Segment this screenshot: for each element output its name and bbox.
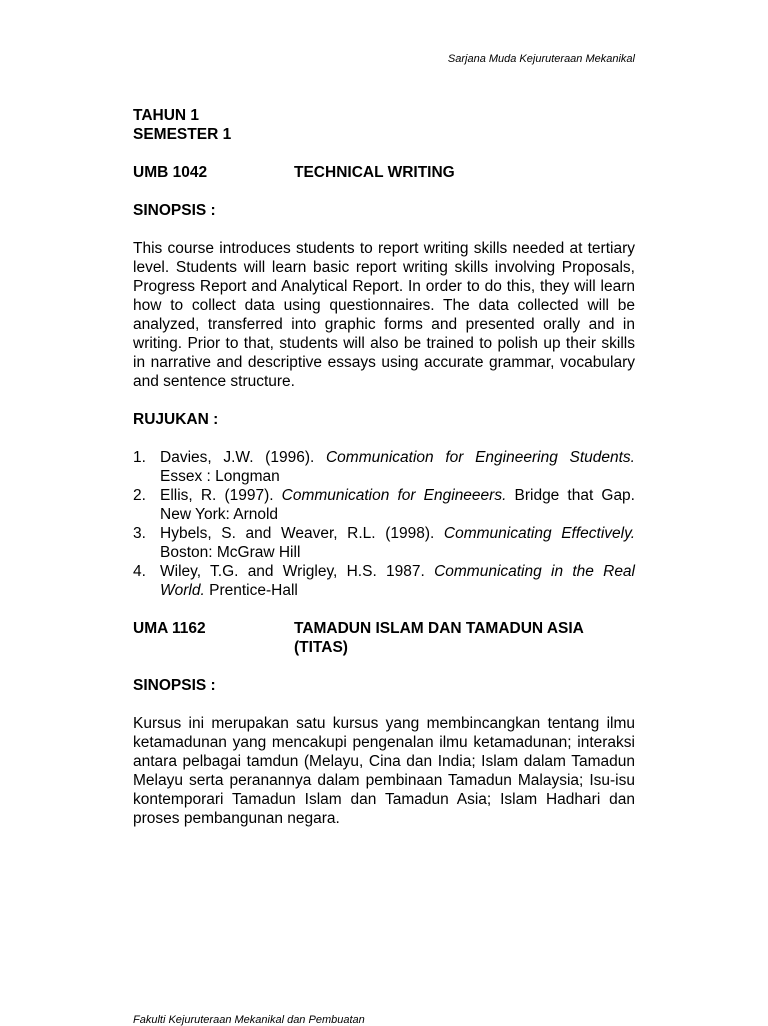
- running-header: Sarjana Muda Kejuruteraan Mekanikal: [447, 53, 635, 65]
- reference-author: Hybels, S. and Weaver, R.L. (1998).: [160, 525, 444, 542]
- year-label: TAHUN 1: [133, 107, 200, 124]
- reference-publisher: Prentice-Hall: [204, 582, 298, 599]
- reference-book-title: Communicating Effectively.: [443, 525, 635, 542]
- reference-text: [160, 562, 635, 600]
- reference-item: [133, 562, 635, 600]
- reference-number: 2.: [133, 487, 146, 504]
- reference-item: [133, 524, 635, 562]
- reference-item: [133, 448, 635, 486]
- reference-text: [160, 448, 635, 486]
- reference-text: [160, 486, 635, 524]
- course-title: TAMADUN ISLAM DAN TAMADUN ASIA (TITAS): [294, 620, 584, 656]
- references-heading: RUJUKAN :: [133, 411, 219, 428]
- reference-list: [133, 448, 635, 600]
- reference-author: Davies, J.W. (1996).: [160, 449, 326, 466]
- synopsis-text: This course introduces students to report writing skills needed at tertiary level. Students will learn basic report writing skills involving Proposals, Progress Report and Analytical Report. In order to do this, they will learn how to collect data using questionnaires. The data collected will be analyzed, transferred into graphic forms and presented orally and in writing. Prior to that, students will also be trained to polish up their skills in narrative and descriptive essays using accurate grammar, vocabulary and sentence structure.: [133, 240, 635, 390]
- reference-author: Wiley, T.G. and Wrigley, H.S. 1987.: [160, 563, 435, 580]
- course-code: UMB 1042: [133, 164, 208, 181]
- synopsis-text: Kursus ini merupakan satu kursus yang membincangkan tentang ilmu ketamadunan yang mencakupi pengenalan ilmu ketamadunan; interaksi antara pelbagai tamdun (Melayu, Cina dan India; Islam dalam Tamadun Melayu serta peranannya dalam pembinaan Tamadun Malaysia; Isu-isu kontemporari Tamadun Islam dan Tamadun Asia; Islam Hadhari dan proses pembangunan negara.: [133, 715, 635, 827]
- reference-text: [160, 524, 635, 562]
- year-semester-block: [133, 106, 635, 144]
- course-title: TECHNICAL WRITING: [294, 164, 455, 181]
- page-content: [133, 106, 635, 828]
- course-heading: [133, 619, 635, 657]
- reference-book-title: Communicating in the Real World.: [160, 563, 635, 599]
- reference-number: 3.: [133, 525, 146, 542]
- reference-book-title: Communication for Engineeers.: [281, 487, 507, 504]
- reference-item: [133, 486, 635, 524]
- course-heading: [133, 163, 635, 182]
- reference-book-title: Communication for Engineering Students.: [325, 449, 635, 466]
- reference-publisher: Bridge that Gap. New York: Arnold: [160, 487, 635, 523]
- reference-publisher: Boston: McGraw Hill: [160, 544, 301, 561]
- course-code: UMA 1162: [133, 620, 206, 637]
- reference-number: 1.: [133, 449, 146, 466]
- running-footer: Fakulti Kejuruteraan Mekanikal dan Pembuatan: [133, 1014, 365, 1026]
- reference-author: Ellis, R. (1997).: [160, 487, 282, 504]
- reference-publisher: Essex : Longman: [160, 468, 280, 485]
- semester-label: SEMESTER 1: [133, 126, 232, 143]
- reference-number: 4.: [133, 563, 146, 580]
- synopsis-heading: SINOPSIS :: [133, 202, 216, 219]
- synopsis-heading: SINOPSIS :: [133, 677, 216, 694]
